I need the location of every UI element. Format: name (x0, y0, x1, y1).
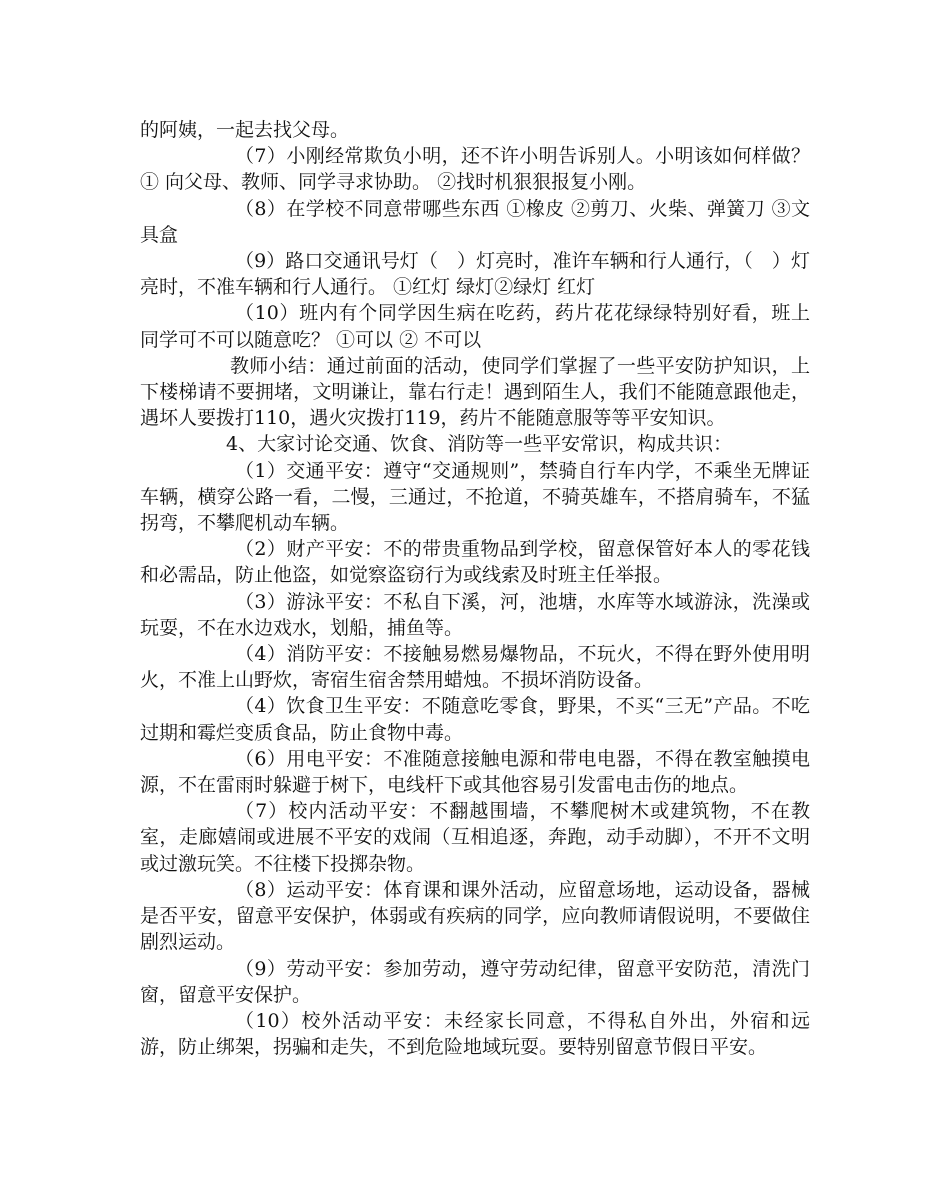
safety-item-traffic: （1）交通平安：遵守“交通规则”，禁骑自行车内学，不乘坐无牌证车辆，横穿公路一看，二慢，三通过，不抢道，不骑英雄车，不搭肩骑车，不猛拐弯，不攀爬机动车辆。 (140, 459, 810, 535)
safety-item-sports: （8）运动平安：体育课和课外活动，应留意场地，运动设备，器械是否平安，留意平安保护，体弱或有疾病的同学，应向教师请假说明，不要做住剧烈运动。 (140, 878, 810, 954)
safety-item-swimming: （3）游泳平安：不私自下溪，河，池塘，水库等水域游泳，洗澡或玩耍，不在水边戏水，划船，捕鱼等。 (140, 590, 810, 639)
question-7: （7）小刚经常欺负小明，还不许小明告诉别人。小明该如何样做？ ① 向父母、教师、同学寻求协助。 ②找时机狠狠报复小刚。 (140, 145, 810, 194)
safety-item-campus: （7）校内活动平安：不翻越围墙，不攀爬树木或建筑物，不在教室，走廊嬉闹或进展不平安的戏闹（互相追逐，奔跑，动手动脚），不开不文明或过激玩笑。不往楼下投掷杂物。 (140, 800, 810, 875)
document-body (140, 117, 810, 1060)
safety-item-labor: （9）劳动平安：参加劳动，遵守劳动纪律，留意平安防范，清洗门窗，留意平安保护。 (140, 957, 810, 1006)
paragraph-continuation: 的阿姨，一起去找父母。 (140, 119, 350, 141)
safety-item-electricity: （6）用电平安：不准随意接触电源和带电电器，不得在教室触摸电源，不在雷雨时躲避于树下，电线杆下或其他容易引发雷电击伤的地点。 (140, 747, 810, 797)
safety-item-outdoor: （10）校外活动平安：未经家长同意，不得私自外出，外宿和远游，防止绑架，拐骗和走失，不到危险地域玩耍。要特别留意节假日平安。 (140, 1009, 810, 1059)
section-4-heading: 4、大家讨论交通、饮食、消防等一些平安常识，构成共识： (226, 433, 733, 456)
teacher-summary: 教师小结：通过前面的活动，使同学们掌握了一些平安防护知识，上下楼梯请不要拥堵，文明谦让，靠右行走！遇到陌生人，我们不能随意跟他走，遇坏人要拨打110，遇火灾拨打119，药片不能随意服等等平安知识。 (140, 354, 810, 430)
safety-item-fire: （4）消防平安：不接触易燃易爆物品，不玩火，不得在野外使用明火，不准上山野炊，寄宿生宿舍禁用蜡烛。不损坏消防设备。 (140, 643, 810, 692)
question-8: （8）在学校不同意带哪些东西 ①橡皮 ②剪刀、火柴、弹簧刀 ③文具盒 (140, 197, 810, 246)
safety-item-property: （2）财产平安：不的带贵重物品到学校，留意保管好本人的零花钱和必需品，防止他盗，如觉察盗窃行为或线索及时班主任举报。 (140, 538, 810, 587)
question-10: （10）班内有个同学因生病在吃药，药片花花绿绿特别好看，班上同学可不可以随意吃？ ①可以 ② 不可以 (140, 302, 810, 351)
safety-item-food: （4）饮食卫生平安：不随意吃零食，野果，不买“三无”产品。不吃过期和霉烂变质食品，防止食物中毒。 (140, 695, 810, 744)
question-9: （9）路口交通讯号灯（ ）灯亮时，准许车辆和行人通行，（ ）灯亮时，不准车辆和行人通行。 ①红灯 绿灯②绿灯 红灯 (140, 250, 810, 299)
